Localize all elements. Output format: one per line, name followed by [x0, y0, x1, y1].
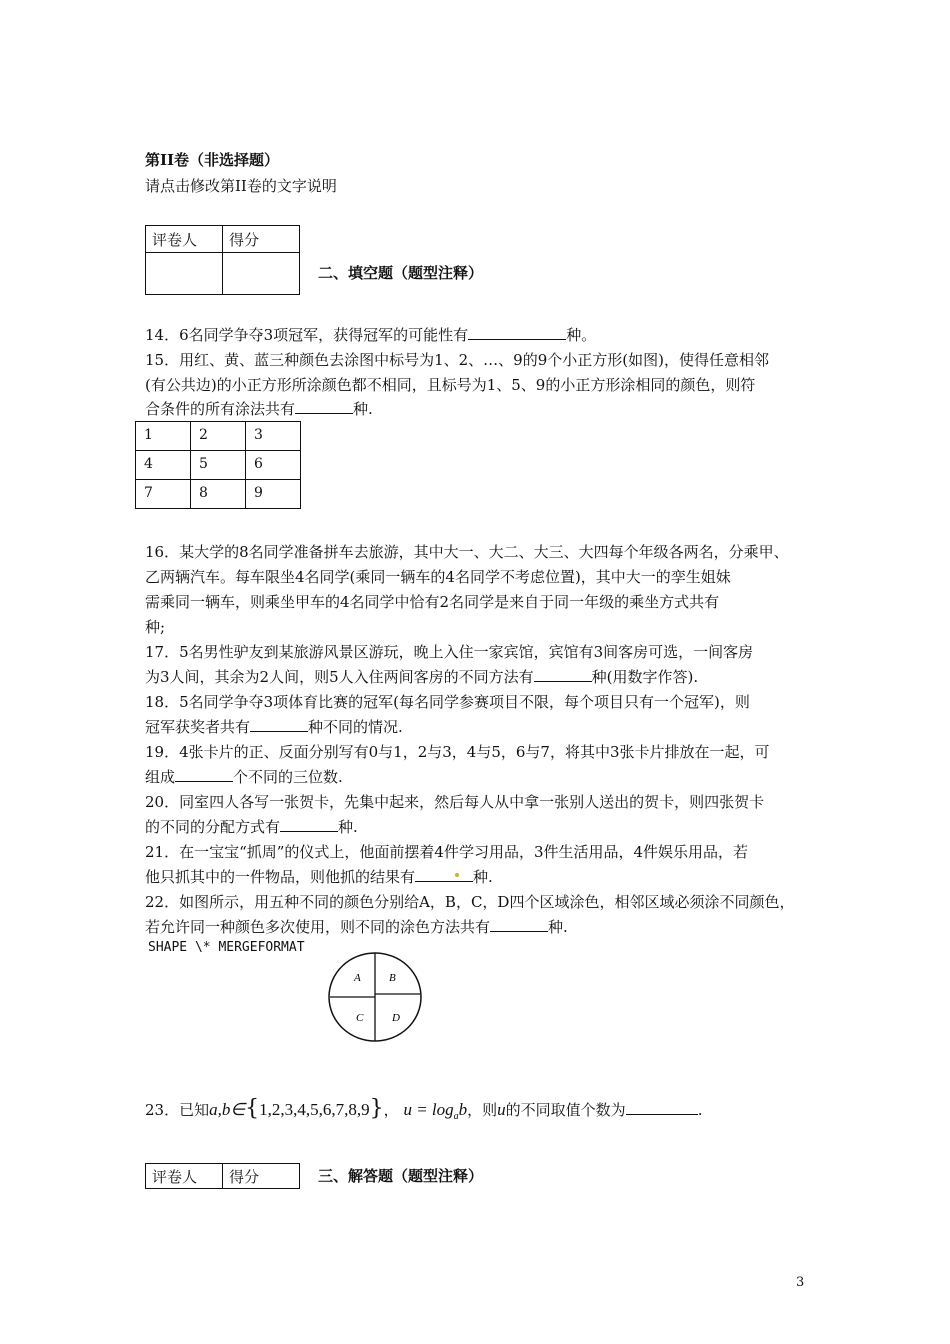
question-23: 23．已知a,b∈{1,2,3,4,5,6,7,8,9}， $u = \log_ab$，则u的不同取值个数为 .: [145, 1096, 703, 1122]
question-15-line2: (有公共边)的小正方形所涂颜色都不相同，且标号为1、5、9的小正方形涂相同的颜色，则符: [145, 376, 756, 394]
answer-blank-21[interactable]: [415, 867, 473, 882]
question-18-line2: 冠军获奖者共有 种不同的情况.: [145, 718, 403, 736]
grid-cell: 3: [246, 422, 301, 451]
question-18-line1: 18．5名同学争夺3项体育比赛的冠军(每名同学参赛项目不限，每个项目只有一个冠军)，则: [145, 693, 750, 711]
grid-cell: 2: [191, 422, 246, 451]
region-label-b: B: [389, 972, 396, 984]
part2-title: 第II卷（非选择题）: [145, 151, 280, 169]
region-label-c: C: [356, 1012, 364, 1024]
question-19-line2: 组成 个不同的三位数.: [145, 768, 343, 786]
score-header-score: 得分: [223, 226, 300, 253]
score-cell-grader[interactable]: [146, 253, 223, 295]
question-22-line1: 22．如图所示，用五种不同的颜色分别给A，B，C，D四个区域涂色，相邻区域必须涂不同颜色，: [145, 893, 795, 911]
answer-blank-18[interactable]: [250, 717, 308, 732]
question-20-line1: 20．同室四人各写一张贺卡，先集中起来，然后每人从中拿一张别人送出的贺卡，则四张贺卡: [145, 793, 765, 811]
score-table-1: [145, 225, 300, 295]
question-21-line1: 21．在一宝宝“抓周”的仪式上，他面前摆着4件学习用品，3件生活用品，4件娱乐用品，若: [145, 843, 749, 861]
question-20-line2: 的不同的分配方式有 种.: [145, 818, 358, 836]
left-brace-icon: {: [245, 1096, 260, 1121]
question-16-line2: 乙两辆汽车。每车限坐4名同学(乘同一辆车的4名同学不考虑位置)，其中大一的孪生姐妹: [145, 568, 731, 586]
question-16-line4: 种;: [145, 618, 166, 636]
grid-cell: 9: [246, 480, 301, 509]
grid-cell: 6: [246, 451, 301, 480]
answer-blank-23[interactable]: [626, 1100, 698, 1115]
question-16-line1: 16．某大学的8名同学准备拼车去旅游，其中大一、大二、大三、大四每个年级各两名，分乘甲、: [145, 543, 789, 561]
score-header-grader: 评卷人: [146, 1164, 223, 1189]
part2-note[interactable]: 请点击修改第II卷的文字说明: [145, 177, 337, 195]
question-19-line1: 19．4张卡片的正、反面分别写有0与1，2与3，4与5，6与7，将其中3张卡片排放在一起，可: [145, 743, 770, 761]
grid-cell: 5: [191, 451, 246, 480]
score-cell-score[interactable]: [223, 253, 300, 295]
grid-cell: 1: [136, 422, 191, 451]
question-15-line1: 15．用红、黄、蓝三种颜色去涂图中标号为1、2、…、9的9个小正方形(如图)，使得任意相邻: [145, 351, 769, 369]
cursor-dot-icon: [455, 873, 459, 877]
region-label-d: D: [392, 1012, 400, 1024]
shape-field-code: SHAPE \* MERGEFORMAT: [148, 940, 305, 955]
circle-region-diagram: [326, 950, 424, 1044]
question-16-line3: 需乘同一辆车，则乘坐甲车的4名同学中恰有2名同学是来自于同一年级的乘坐方式共有: [145, 593, 720, 611]
section3-title: 三、解答题（题型注释）: [318, 1167, 484, 1185]
right-brace-icon: }: [369, 1096, 384, 1121]
grid-cell: 4: [136, 451, 191, 480]
question-17-line1: 17．5名男性驴友到某旅游风景区游玩，晚上入住一家宾馆，宾馆有3间客房可选，一间客房: [145, 643, 754, 661]
question-21-line2: 他只抓其中的一件物品，则他抓的结果有 种.: [145, 868, 493, 886]
grid-cell: 8: [191, 480, 246, 509]
score-table-2: [145, 1163, 300, 1189]
region-label-a: A: [354, 972, 361, 984]
answer-blank-14[interactable]: [468, 325, 566, 340]
score-header-score: 得分: [223, 1164, 300, 1189]
answer-blank-19[interactable]: [175, 767, 233, 782]
question-14: 14．6名同学争夺3项冠军，获得冠军的可能性有 种。: [145, 326, 597, 344]
number-grid: [135, 421, 301, 509]
question-15-line3: 合条件的所有涂法共有 种.: [145, 400, 373, 418]
answer-blank-15[interactable]: [295, 399, 353, 414]
question-17-line2: 为3人间，其余为2人间，则5人入住两间客房的不同方法有 种(用数字作答).: [145, 668, 699, 686]
answer-blank-17[interactable]: [534, 667, 592, 682]
answer-blank-22[interactable]: [490, 917, 548, 932]
score-header-grader: 评卷人: [146, 226, 223, 253]
question-22-line2: 若允许同一种颜色多次使用，则不同的涂色方法共有 种.: [145, 918, 568, 936]
page-number: 3: [796, 1275, 805, 1290]
grid-cell: 7: [136, 480, 191, 509]
answer-blank-20[interactable]: [280, 817, 338, 832]
section2-title: 二、填空题（题型注释）: [318, 264, 484, 282]
